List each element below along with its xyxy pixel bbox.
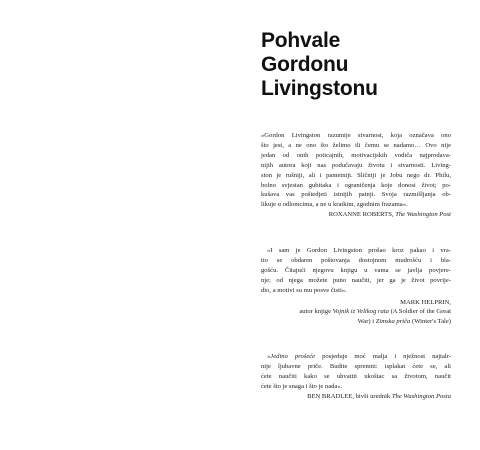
attribution-name: MARK HELPRIN, xyxy=(400,298,451,306)
quote-line: ćete što je snaga i što je nada«. xyxy=(261,382,343,390)
quote-book-title: »Jedino prošeće xyxy=(267,353,316,360)
quote-line: kušava vas poštedjeti istnijih patnji. Svoja razmišljanja ob- xyxy=(261,191,451,199)
quote-attribution xyxy=(261,392,451,402)
attribution-source: The Washington Post xyxy=(395,211,451,219)
attribution-book-title: Vojnik iz Velikog rata xyxy=(332,308,389,316)
praise-quote-helprin xyxy=(261,246,451,327)
attribution-text: autor knjige xyxy=(299,308,332,316)
attribution-name: ROXANNE ROBERTS, xyxy=(328,211,394,219)
quote-line: »I sam je Gordon Livingston prošao kroz pakao i vra- xyxy=(267,247,451,254)
page-title xyxy=(261,29,461,101)
quote-line: likuje u odlomcima, a ne u kratkim, zgodnim frazama«. xyxy=(261,201,408,209)
attribution-text: (Winter's Tale) xyxy=(412,318,451,326)
quote-line: ston je rušniji, ali i pametniji. Sličniji je Jobu nego dr. Philu, xyxy=(261,171,451,179)
title-line-1: Pohvale xyxy=(261,29,341,52)
quote-line: bolno svjestan gubitaka i ograničenja koje donosi život; po- xyxy=(261,181,451,189)
title-line-2: Gordonu xyxy=(261,53,349,76)
attribution-name: BEN BRADLEE, bivši urednik xyxy=(307,392,391,400)
quote-line: dio, a motivi su mu posve čisti«. xyxy=(261,286,347,294)
attribution-detail-line-1 xyxy=(261,307,451,317)
attribution-book-title: Zimska priča xyxy=(375,318,411,326)
praise-quote-roberts xyxy=(261,131,451,220)
attribution-text: War) i xyxy=(357,318,375,326)
quote-line: nje; od njega možete puno naučiti, jer ga je život povrije- xyxy=(261,276,451,284)
praise-quote-bradlee xyxy=(261,352,451,402)
attribution-detail-line-2 xyxy=(261,317,451,327)
quote-line: ćete naučiti kako se uhvatiti ukoštac sa životom, naučit xyxy=(261,372,451,380)
quote-line: nijih autora koji nas podučavaju životu i stvarnosti. Living- xyxy=(261,161,451,169)
quote-line: nije ljubavne priče. Budite spremni: isplakat ćete se, ali xyxy=(261,362,451,370)
quote-line: »Gordon Livingston razumije stvarnost, koja označava ono xyxy=(261,132,451,139)
quote-line: jedan od onih poticajnih, motivacijskih vodiča najprodava- xyxy=(261,151,451,159)
attribution-source: The Washington Posta xyxy=(391,392,451,400)
quote-attribution xyxy=(261,210,451,220)
title-line-3: Livingstonu xyxy=(261,77,378,100)
quote-line: što jest, a ne ono što želimo ili čemu se nadamo… Ovo nije xyxy=(261,141,451,149)
quote-line: tio se obdaren poštovanja dostojnom mudrošću i bla- xyxy=(261,256,451,264)
quote-line xyxy=(261,352,451,362)
quote-text: posjeduje moć malja i nježnost najtalr- xyxy=(322,353,451,360)
attribution-text: (A Soldier of the Great xyxy=(390,308,451,316)
quote-line: gošću. Čitajući njegovu knjigu u vama se javlja povjere- xyxy=(261,266,451,274)
